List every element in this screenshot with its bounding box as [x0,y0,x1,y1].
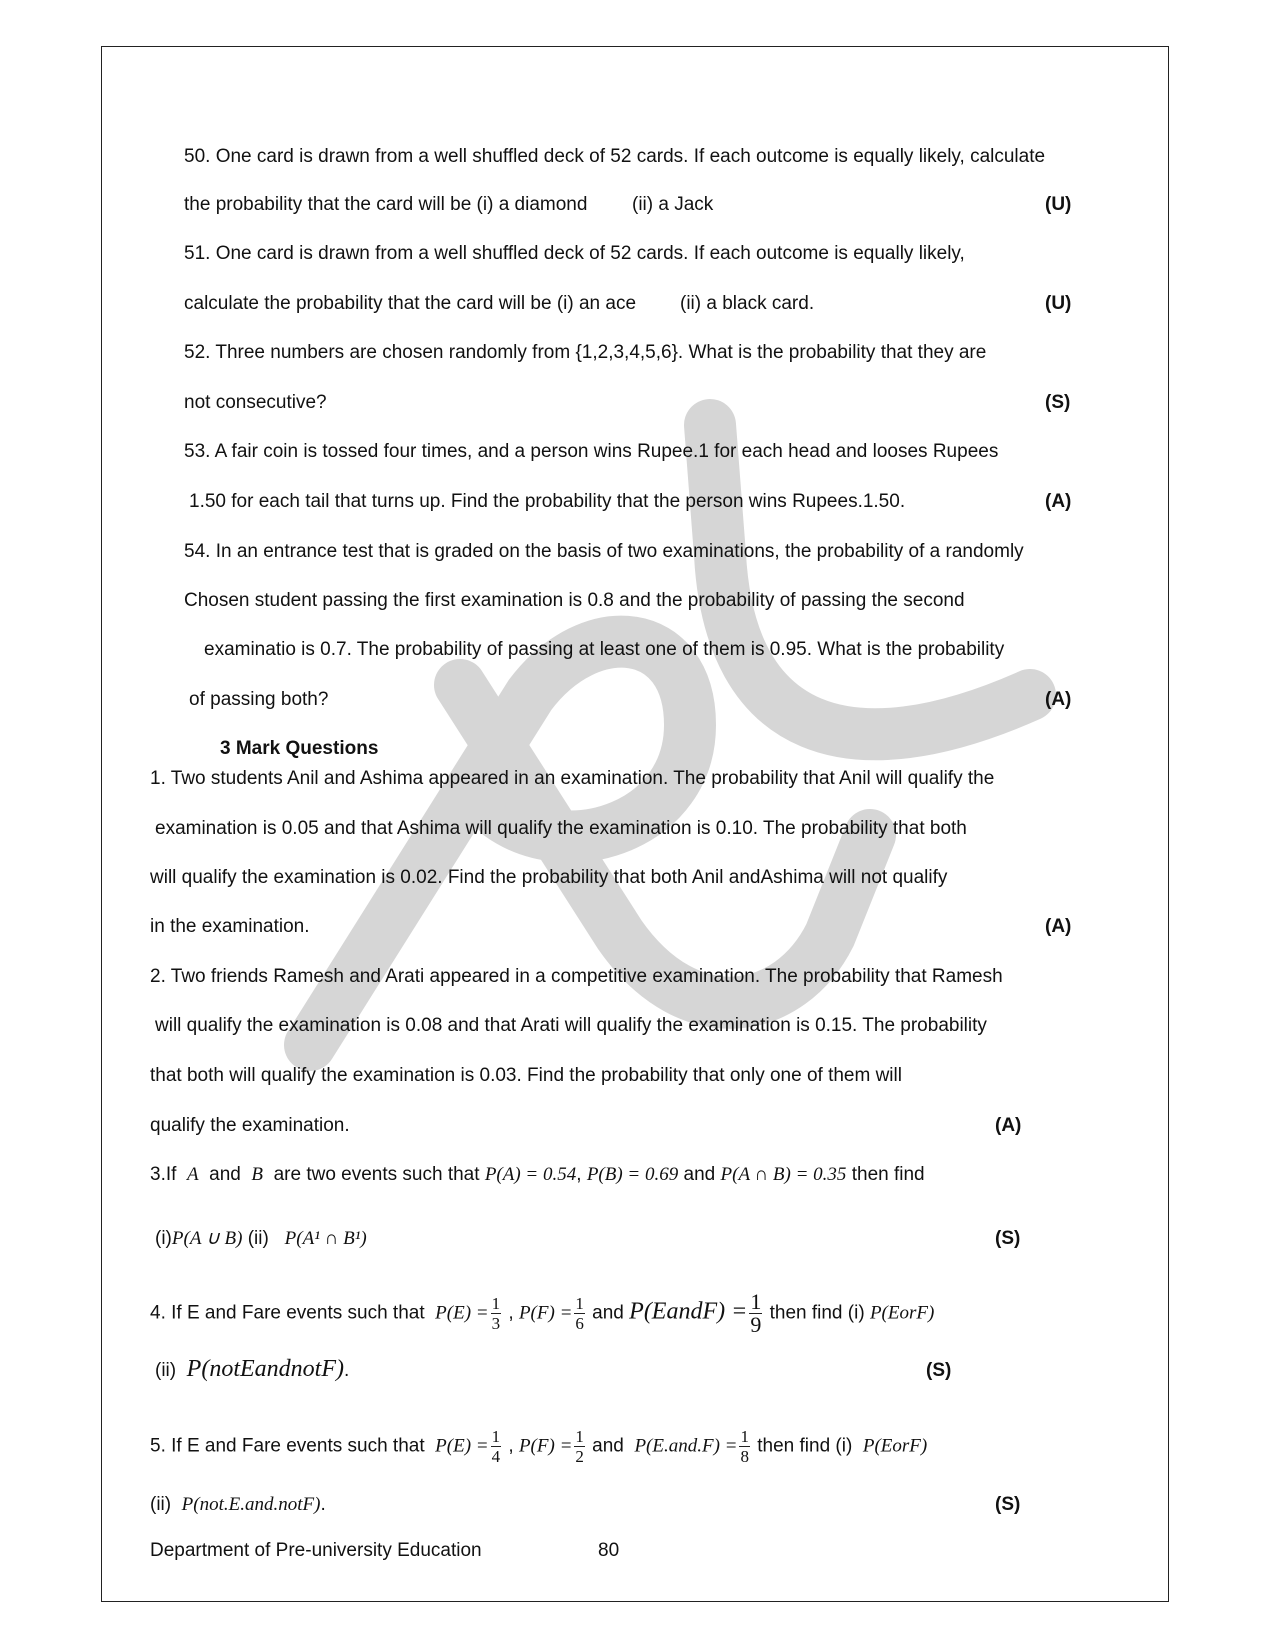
tm-q5-pef-numerator: 1 [740,1427,749,1446]
q51-level-tag: (U) [1045,293,1072,314]
q54-line-2: Chosen student passing the first examination is 0.8 and the probability of passing the second [184,590,965,611]
tm-q3-prob-b: P(B) = 0.69 [586,1164,679,1185]
tm-q2-line-1: 2. Two friends Ramesh and Arati appeared in a competitive examination. The probability that Ramesh [150,966,1003,987]
tm-q4-line-1 [150,1291,934,1336]
tm-q3-comma: , [576,1164,582,1185]
tm-q3-part-i: (i) [155,1228,172,1249]
tm-q1-line-2: examination is 0.05 and that Ashima will qualify the examination is 0.10. The probability that both [155,818,967,839]
tm-q3-event-b: B [251,1164,264,1185]
tm-q3-text-2: and [209,1164,241,1185]
tm-q3-union-expr: P(A ∪ B) [171,1228,243,1249]
tm-q3-complement-expr: P(A¹ ∩ B¹) [284,1228,367,1249]
tm-q3-text-1: 3.If [150,1164,177,1185]
tm-q3-prob-a: P(A) = 0.54 [484,1164,577,1185]
tm-q5-pef-label: P(E.and.F) = [634,1435,738,1457]
tm-q4-pef-numerator: 1 [750,1289,762,1314]
tm-q5-pe-denominator: 4 [491,1447,501,1466]
tm-q5-text-1: 5. If E and Fare events such that [150,1435,425,1457]
tm-q5-dot: . [320,1494,326,1515]
tm-q4-line-2 [155,1357,349,1383]
tm-q4-noteandnotf-expr: P(notEandnotF) [186,1356,344,1382]
q50-line-1: 50. One card is drawn from a well shuffled deck of 52 cards. If each outcome is equally likely, calculate [184,146,1046,167]
tm-q3-level-tag: (S) [995,1228,1021,1249]
q54-line-3: examinatio is 0.7. The probability of passing at least one of them is 0.95. What is the probability [204,639,1005,660]
q50-line-2-part-1: the probability that the card will be (i) a diamond [184,194,588,215]
q50-level-tag: (U) [1045,194,1072,215]
tm-q5-level-tag: (S) [995,1494,1021,1515]
tm-q2-line-4: qualify the examination. [150,1115,350,1136]
tm-q5-line-1 [150,1427,927,1466]
q50-line-2-part-2: (ii) a Jack [632,194,714,215]
footer-page-number: 80 [598,1540,620,1561]
q53-line-1: 53. A fair coin is tossed four times, and a person wins Rupee.1 for each head and looses Rupees [184,441,999,462]
tm-q1-line-1: 1. Two students Anil and Ashima appeared in an examination. The probability that Anil will qualify the [150,768,995,789]
tm-q1-line-4: in the examination. [150,916,310,937]
tm-q5-pe-numerator: 1 [491,1427,501,1446]
tm-q4-and: and [592,1302,624,1324]
tm-q3-text-5: then find [851,1164,925,1185]
q54-line-1: 54. In an entrance test that is graded on the basis of two examinations, the probability of a randomly [184,541,1024,562]
tm-q3-part-ii: (ii) [247,1228,269,1249]
tm-q5-pef-fraction [739,1427,750,1466]
tm-q4-then: then find (i) [769,1302,865,1324]
q52-line-2: not consecutive? [184,392,327,413]
tm-q2-line-3: that both will qualify the examination is 0.03. Find the probability that only one of them will [150,1065,902,1086]
tm-q5-pe-label: P(E) = [435,1435,489,1457]
tm-q5-eorf-expr: P(EorF) [862,1435,928,1457]
tm-q5-then: then find (i) [757,1435,853,1457]
tm-q3-line-2 [155,1227,367,1251]
tm-q5-pf-numerator: 1 [575,1427,584,1446]
footer-department: Department of Pre-university Education [150,1540,482,1561]
tm-q4-text-1: 4. If E and Fare events such that [150,1302,425,1324]
tm-q3-prob-intersection: P(A ∩ B) = 0.35 [720,1164,847,1185]
tm-q5-pef-denominator: 8 [740,1447,749,1466]
section-heading: 3 Mark Questions [220,738,379,759]
tm-q3-text-4: and [683,1164,716,1185]
q54-level-tag: (A) [1045,689,1072,710]
tm-q4-pe-fraction [491,1294,502,1333]
tm-q5-line-2 [150,1493,326,1517]
q53-line-2: 1.50 for each tail that turns up. Find the probability that the person wins Rupees.1.50. [189,491,906,512]
q54-line-4: of passing both? [189,689,329,710]
tm-q4-pf-numerator: 1 [575,1294,584,1313]
tm-q4-eorf-expr: P(EorF) [869,1302,935,1324]
tm-q4-dot: . [343,1360,350,1381]
watermark-stroke-l [710,425,1030,734]
tm-q5-part-ii: (ii) [150,1494,172,1515]
tm-q4-pef-fraction [749,1291,762,1336]
tm-q4-comma: , [508,1302,514,1324]
tm-q4-pe-label: P(E) = [435,1302,489,1324]
q51-line-2-part-2: (ii) a black card. [680,293,815,314]
tm-q3-text-3: are two events such that [273,1164,480,1185]
tm-q4-part-ii: (ii) [155,1360,177,1381]
tm-q3-event-a: A [186,1164,199,1185]
tm-q4-pf-label: P(F) = [518,1302,573,1324]
tm-q4-pef-label: P(EandF) = [629,1298,748,1325]
tm-q4-level-tag: (S) [926,1360,952,1381]
tm-q5-and: and [592,1435,624,1457]
tm-q1-line-3: will qualify the examination is 0.02. Find the probability that both Anil andAshima will not qualify [150,867,948,888]
q51-line-1: 51. One card is drawn from a well shuffled deck of 52 cards. If each outcome is equally likely, [184,243,965,264]
tm-q4-pe-numerator: 1 [491,1294,501,1313]
tm-q5-not-expr: P(not.E.and.notF) [181,1494,321,1515]
tm-q3-line-1 [150,1163,925,1187]
tm-q5-pf-denominator: 2 [575,1447,584,1466]
tm-q5-pf-fraction [574,1427,585,1466]
tm-q4-pe-denominator: 3 [491,1314,501,1333]
tm-q4-pf-denominator: 6 [575,1314,584,1333]
q52-line-1: 52. Three numbers are chosen randomly from {1,2,3,4,5,6}. What is the probability that they are [184,342,987,363]
tm-q5-pf-label: P(F) = [518,1435,573,1457]
q53-level-tag: (A) [1045,491,1072,512]
tm-q5-pe-fraction [491,1427,502,1466]
tm-q4-pef-denominator: 9 [750,1312,762,1337]
q52-level-tag: (S) [1045,392,1071,413]
tm-q5-comma: , [508,1435,514,1457]
tm-q4-pf-fraction [574,1294,585,1333]
tm-q2-line-2: will qualify the examination is 0.08 and that Arati will qualify the examination is 0.15. The probability [155,1015,987,1036]
q51-line-2-part-1: calculate the probability that the card will be (i) an ace [184,293,637,314]
tm-q1-level-tag: (A) [1045,916,1072,937]
tm-q2-level-tag: (A) [995,1115,1022,1136]
